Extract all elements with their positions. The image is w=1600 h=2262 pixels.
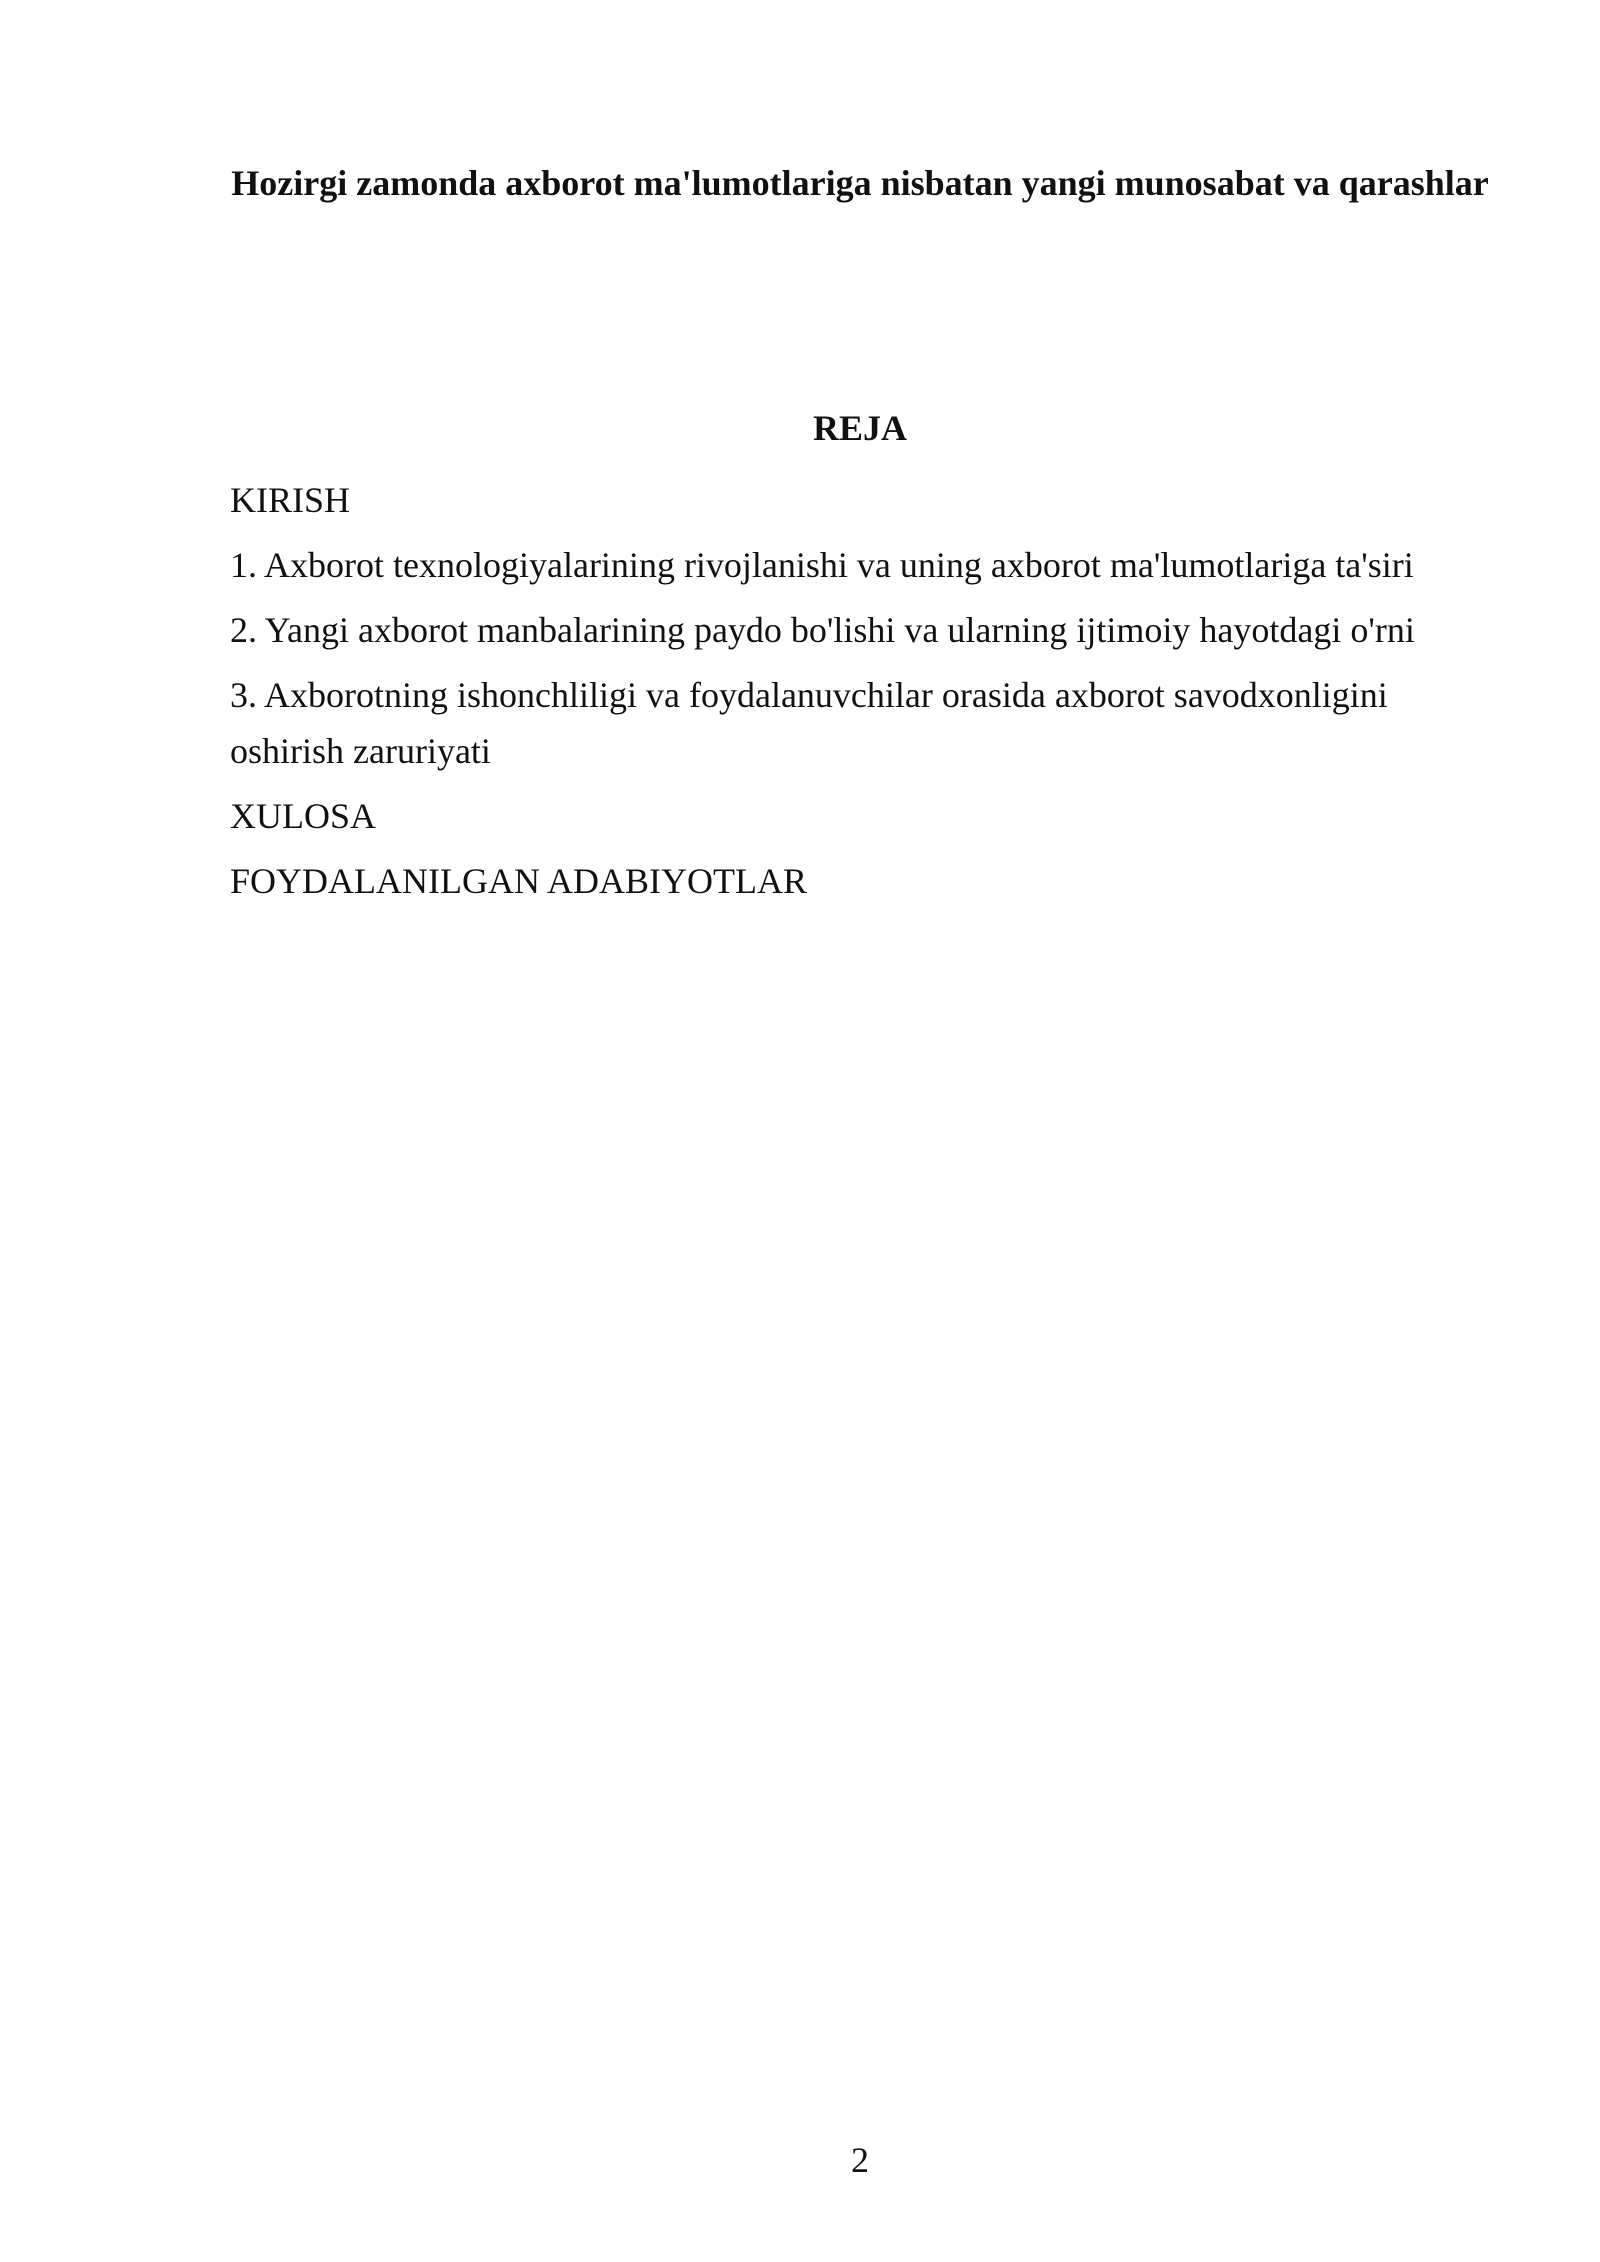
plan-item-3: 3. Axborotning ishonchliligi va foydalanuvchilar orasida axborot savodxonligini oshirish zaruriyati xyxy=(230,675,1388,771)
plan-item-references: FOYDALANILGAN ADABIYOTLAR xyxy=(230,861,807,901)
plan-item-conclusion: XULOSA xyxy=(230,796,377,836)
plan-item-2: 2. Yangi axborot manbalarining paydo bo'lishi va ularning ijtimoiy hayotdagi o'rni xyxy=(230,610,1415,650)
plan-item-1: 1. Axborot texnologiyalarining rivojlanishi va uning axborot ma'lumotlariga ta'siri xyxy=(230,545,1414,585)
plan-list xyxy=(230,472,1500,918)
plan-heading: REJA xyxy=(812,408,907,448)
document-title: Hozirgi zamonda axborot ma'lumotlariga nisbatan yangi munosabat va qarashlar xyxy=(231,163,1489,203)
plan-item-introduction: KIRISH xyxy=(230,480,351,520)
page-number: 2 xyxy=(851,2140,869,2180)
